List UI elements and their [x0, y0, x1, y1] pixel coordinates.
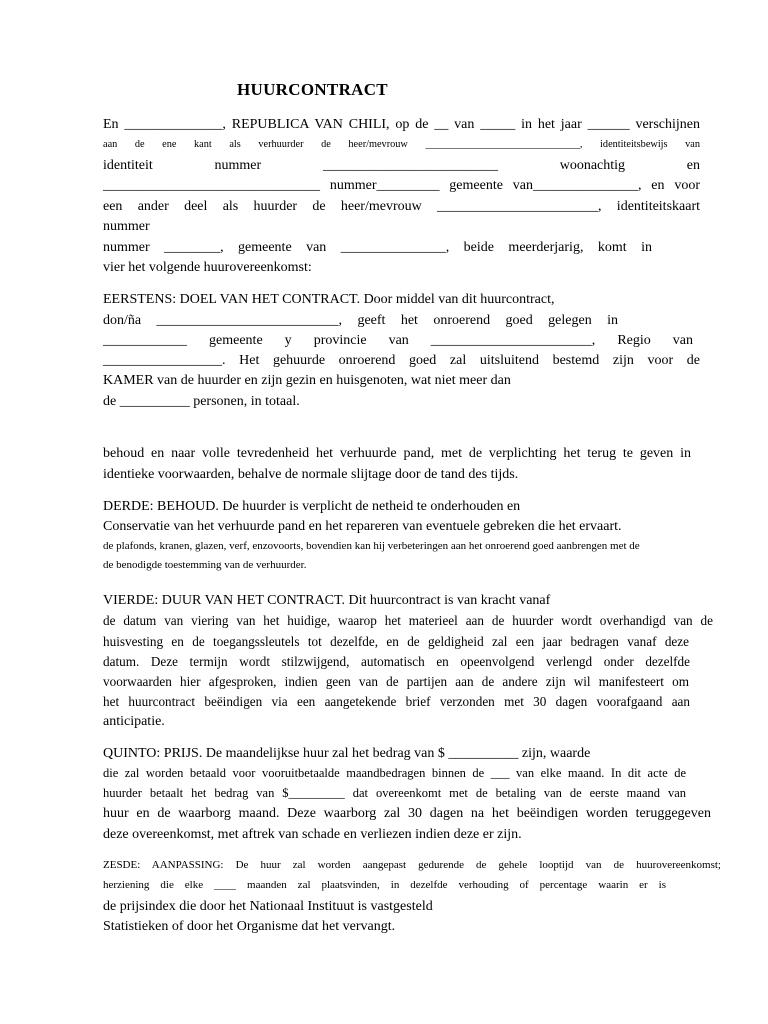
quinto-line-2: die zal worden betaald voor vooruitbetaalde maandbedragen binnen de ___ van elke maand. In dit acte de — [103, 766, 686, 780]
intro-line-4: _______________________________ nummer_________ gemeente van_______________, en voor — [103, 178, 700, 193]
vierde-line-6: het huurcontract beëindigen via een aangetekende brief verzonden met 30 dagen voorafgaand aan — [103, 694, 690, 709]
tweede-line-2: behoud en naar volle tevredenheid het verhuurde pand, met de verplichting het terug te geven in — [103, 446, 691, 461]
quinto-line-4: huur en de waarborg maand. Deze waarborg zal 30 dagen na het beëindigen worden teruggegeven — [103, 806, 711, 821]
derde-line-3: de plafonds, kranen, glazen, verf, enzovoorts, bovendien kan hij verbeteringen aan het onroerend goed aanbrengen met de — [103, 540, 640, 552]
intro-line-7: nummer ________, gemeente van _______________, beide meerderjarig, komt in — [103, 240, 652, 255]
eerstens-line-2: don/ña __________________________, geeft het onroerend goed gelegen in — [103, 313, 618, 328]
vierde-line-7: anticipatie. — [103, 714, 165, 729]
eerstens-line-6: de __________ personen, in totaal. — [103, 394, 300, 409]
vierde-line-5: voorwaarden hier afgesproken, indien geen van de partijen aan de andere zijn wil manifesteert om — [103, 674, 689, 689]
vierde-line-3: huisvesting en de toegangssleutels tot dezelfde, en de geldigheid zal een jaar bedragen vanaf deze — [103, 634, 689, 649]
intro-line-1: En ______________, REPUBLICA VAN CHILI, op de __ van _____ in het jaar ______ verschijnen — [103, 117, 700, 132]
eerstens-heading-line: EERSTENS: DOEL VAN HET CONTRACT. Door middel van dit huurcontract, — [103, 292, 555, 307]
document-title: HUURCONTRACT — [237, 80, 388, 99]
quinto-line-5: deze overeenkomst, met aftrek van schade en verliezen indien deze er zijn. — [103, 827, 522, 842]
zesde-line-4: Statistieken of door het Organisme dat het vervangt. — [103, 919, 396, 934]
vierde-line-2: de datum van viering van het huidige, waarop het materieel aan de huurder wordt overhandigd van de — [103, 613, 713, 628]
derde-heading-line: DERDE: BEHOUD. De huurder is verplicht de netheid te onderhouden en — [103, 499, 521, 514]
derde-line-4: de benodigde toestemming van de verhuurder. — [103, 559, 307, 571]
eerstens-line-5: KAMER van de huurder en zijn gezin en huisgenoten, wat niet meer dan — [103, 373, 511, 388]
zesde-heading-line: ZESDE: AANPASSING: De huur zal worden aangepast gedurende de gehele looptijd van de huurovereenkomst; — [103, 859, 721, 871]
intro-line-6: nummer — [103, 219, 150, 234]
vierde-line-4: datum. Deze termijn wordt stilzwijgend, automatisch en opeenvolgend verlengd onder dezelfde — [103, 654, 690, 669]
quinto-heading-line: QUINTO: PRIJS. De maandelijkse huur zal het bedrag van $ __________ zijn, waarde — [103, 746, 591, 761]
zesde-line-3: de prijsindex die door het Nationaal Instituut is vastgesteld — [103, 899, 433, 914]
intro-line-2: aan de ene kant als verhuurder de heer/mevrouw ______________________________, identiteitsbewijs van — [103, 139, 700, 150]
vierde-heading-line: VIERDE: DUUR VAN HET CONTRACT. Dit huurcontract is van kracht vanaf — [103, 593, 551, 608]
intro-line-8: vier het volgende huurovereenkomst: — [103, 260, 312, 275]
intro-line-3: identiteit nummer _________________________ woonachtig en — [103, 158, 700, 173]
eerstens-line-4: _________________. Het gehuurde onroerend goed zal uitsluitend bestemd zijn voor de — [103, 353, 700, 368]
zesde-line-2: herziening die elke ____ maanden zal plaatsvinden, in dezelfde verhouding of percentage waarin er is — [103, 879, 666, 891]
derde-line-2: Conservatie van het verhuurde pand en het repareren van eventuele gebreken die het ervaart. — [103, 519, 622, 534]
intro-line-5: een ander deel als huurder de heer/mevrouw _______________________, identiteitskaart — [103, 199, 700, 214]
eerstens-line-3: ____________ gemeente y provincie van _______________________, Regio van — [103, 333, 693, 348]
quinto-line-3: huurder betaalt het bedrag van $_________ dat overeenkomt met de betaling van de eerste maand van — [103, 786, 686, 800]
tweede-line-3: identieke voorwaarden, behalve de normale slijtage door de tand des tijds. — [103, 467, 519, 482]
